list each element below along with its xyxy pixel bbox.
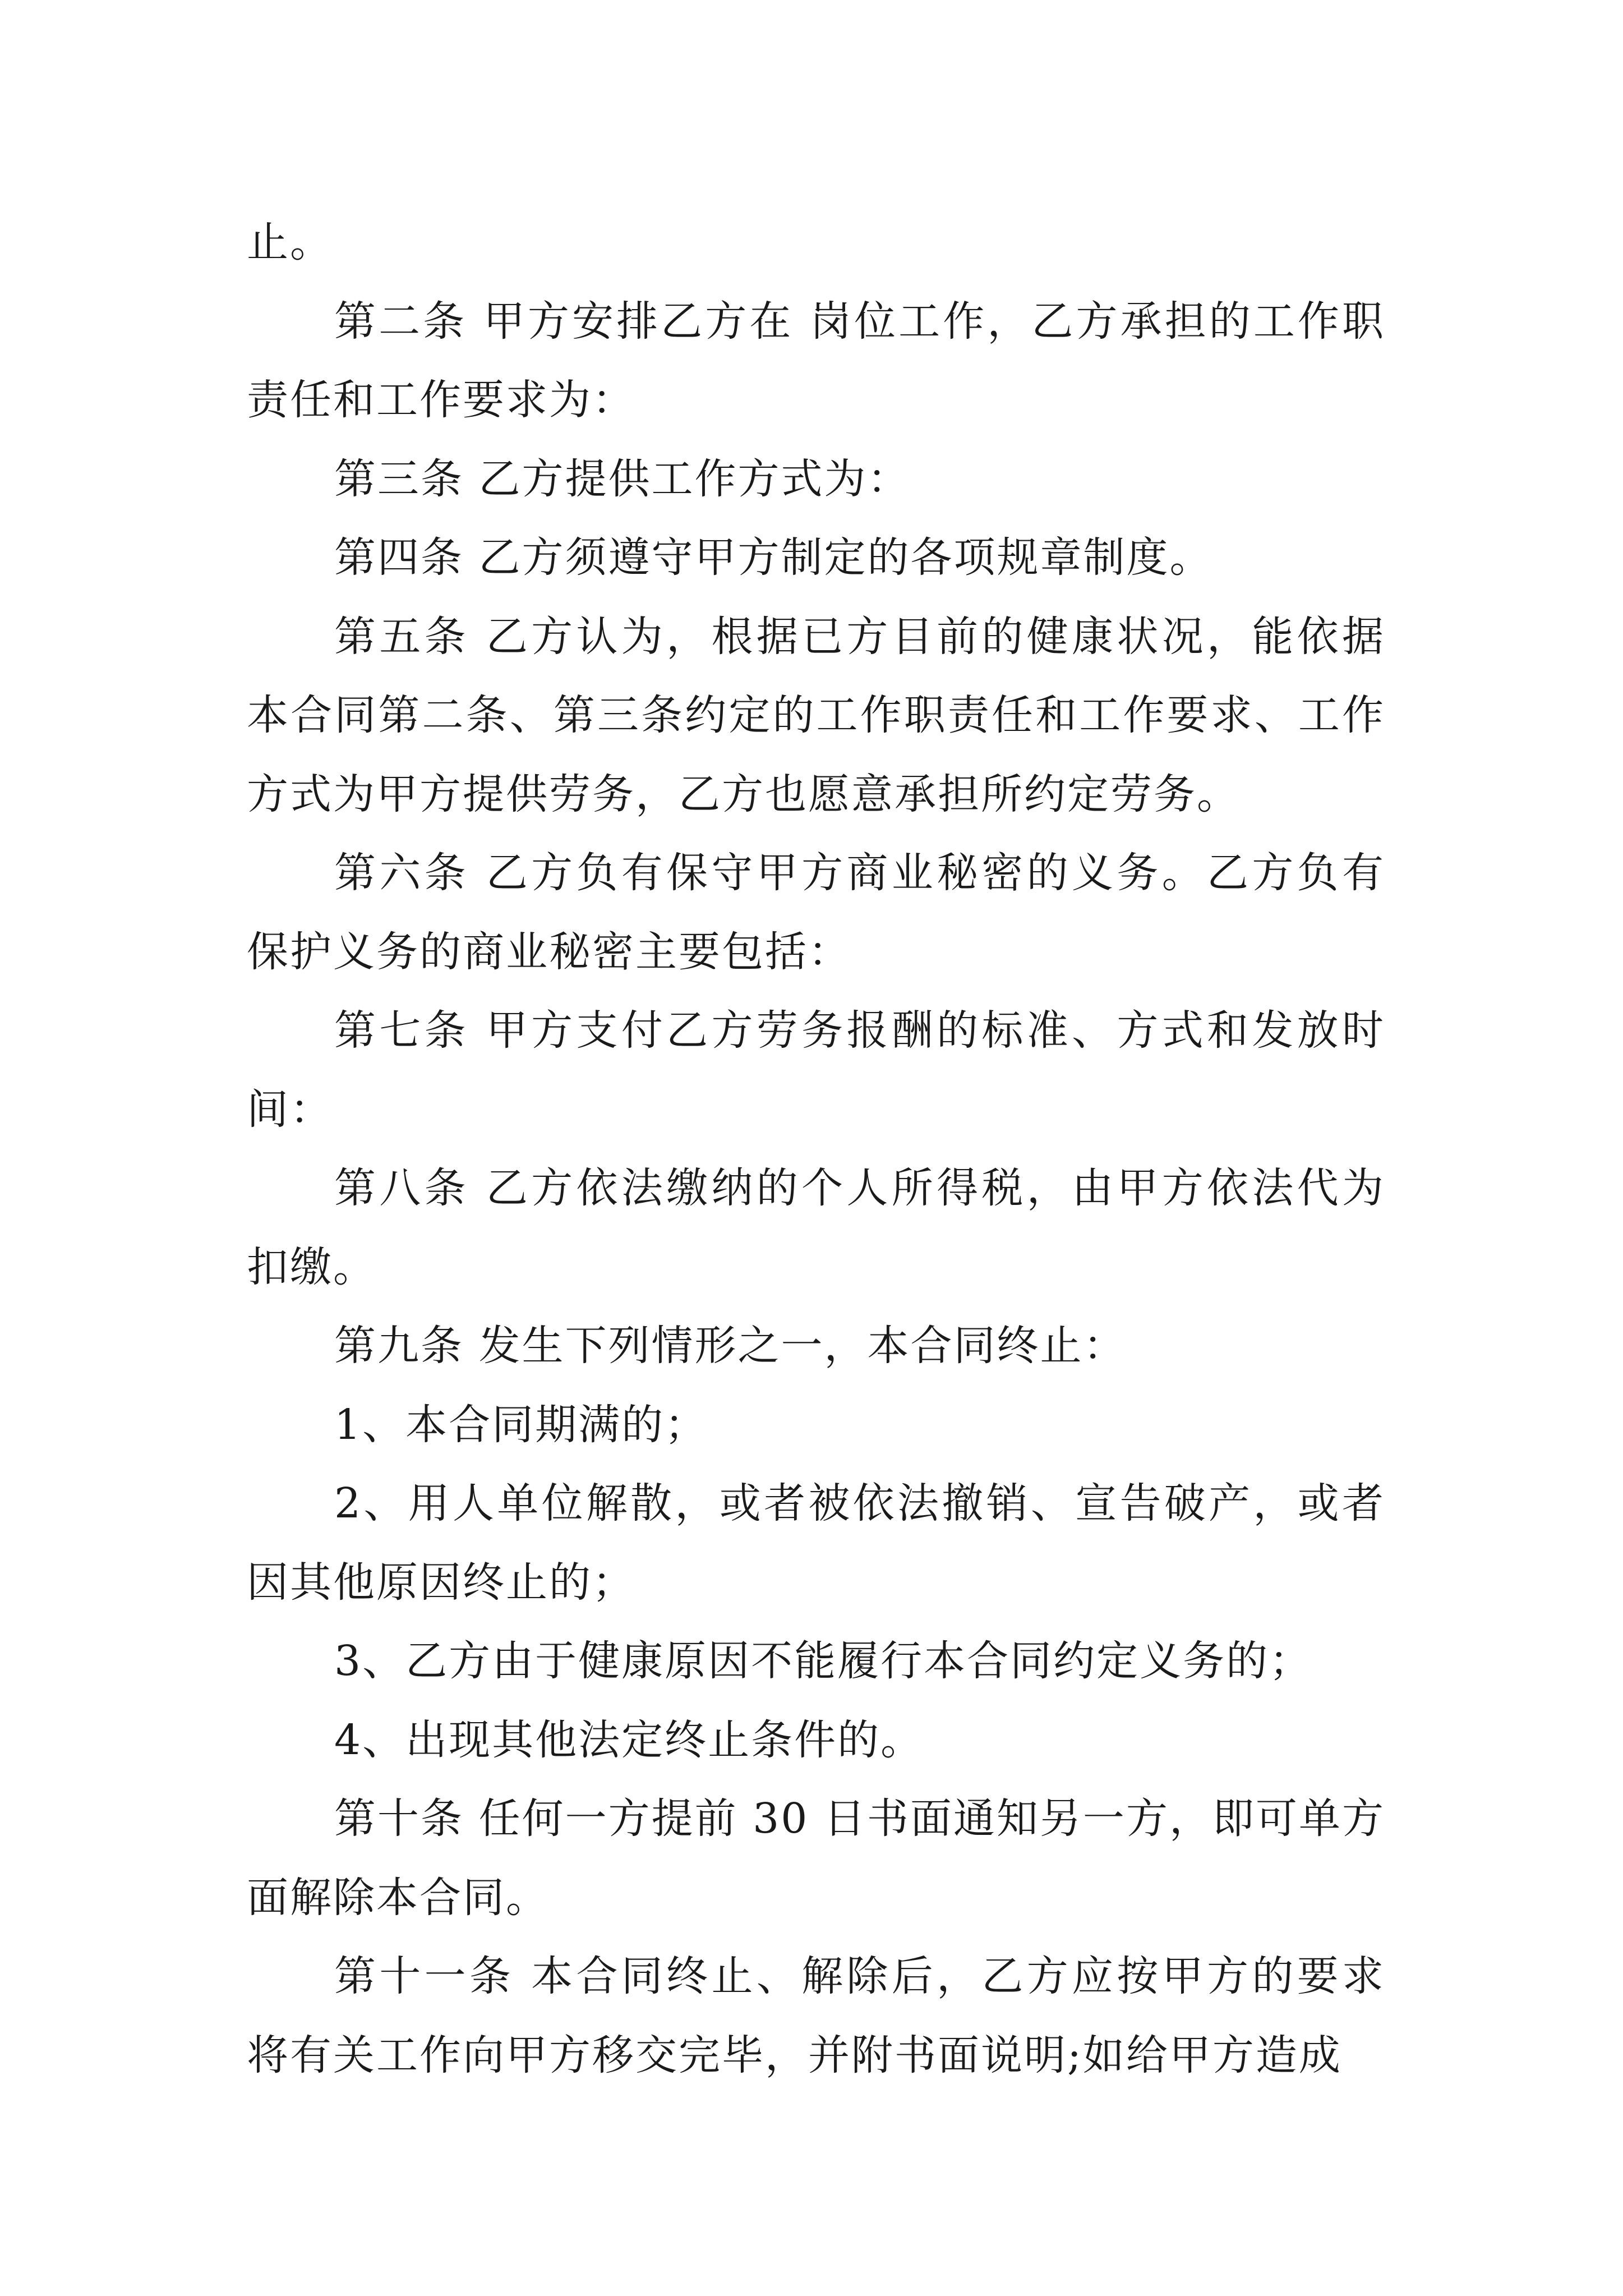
- paragraph-article-2: 第二条 甲方安排乙方在 岗位工作，乙方承担的工作职责任和工作要求为：: [247, 297, 1385, 424]
- list-item-4: 4、出现其他法定终止条件的。: [334, 1715, 924, 1764]
- paragraph-article-3: 第三条 乙方提供工作方式为：: [334, 454, 911, 503]
- list-item-3: 3、乙方由于健康原因不能履行本合同约定义务的；: [334, 1637, 1313, 1685]
- document-body: [247, 203, 1385, 2095]
- paragraph-article-5: 第五条 乙方认为，根据已方目前的健康状况，能依据本合同第二条、第三条约定的工作职责任和工作要求、工作方式为甲方提供劳务，乙方也愿意承担所约定劳务。: [247, 612, 1385, 818]
- paragraph-article-9: 第九条 发生下列情形之一，本合同终止：: [334, 1322, 1127, 1370]
- paragraph-article-6: 第六条 乙方负有保守甲方商业秘密的义务。乙方负有保护义务的商业秘密主要包括：: [247, 849, 1385, 976]
- paragraph-continuation: 止。: [247, 218, 333, 266]
- paragraph-article-10: 第十条 任何一方提前 30 日书面通知另一方，即可单方面解除本合同。: [247, 1795, 1385, 1922]
- paragraph-article-8: 第八条 乙方依法缴纳的个人所得税，由甲方依法代为扣缴。: [247, 1164, 1385, 1291]
- paragraph-article-4: 第四条 乙方须遵守甲方制定的各项规章制度。: [334, 533, 1213, 582]
- paragraph-article-11: 第十一条 本合同终止、解除后，乙方应按甲方的要求将有关工作向甲方移交完毕，并附书面说明;如给甲方造成: [247, 1952, 1385, 2079]
- list-item-1: 1、本合同期满的；: [334, 1400, 708, 1449]
- paragraph-article-7: 第七条 甲方支付乙方劳务报酬的标准、方式和发放时间：: [247, 1006, 1385, 1134]
- list-item-2: 2、用人单位解散，或者被依法撤销、宣告破产，或者因其他原因终止的；: [247, 1479, 1385, 1607]
